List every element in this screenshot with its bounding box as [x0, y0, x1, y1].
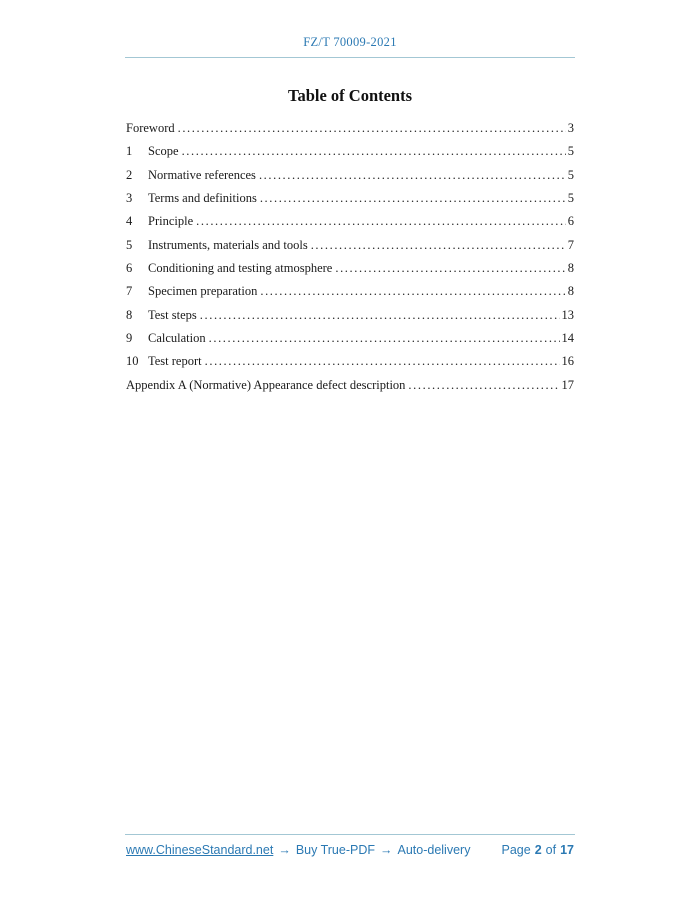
toc-entry[interactable] [126, 308, 574, 331]
page-label: Page [501, 843, 531, 857]
toc-entry-page: 7 [567, 237, 574, 252]
toc-entry-page: 13 [561, 307, 574, 322]
toc-entry[interactable] [126, 144, 574, 167]
page-current: 2 [534, 843, 542, 857]
toc-entry-number: 7 [126, 284, 133, 299]
toc-leader-dots [308, 238, 566, 253]
toc-entry-label: Test report [148, 354, 202, 369]
toc-leader-dots [256, 168, 566, 183]
toc-list [126, 121, 574, 401]
toc-entry-page: 6 [567, 214, 574, 229]
toc-leader-dots [257, 191, 566, 206]
toc-entry-label: Foreword [126, 121, 175, 135]
toc-entry[interactable] [126, 261, 574, 284]
toc-entry[interactable] [126, 238, 574, 261]
toc-leader-dots [179, 144, 566, 159]
arrow-right-icon: → [278, 843, 291, 857]
website-link[interactable]: www.ChineseStandard.net [126, 843, 274, 857]
toc-entry-page: 17 [561, 377, 574, 392]
toc-entry-label: Test steps [148, 307, 197, 322]
toc-entry-label: Specimen preparation [148, 284, 258, 299]
toc-entry-number: 9 [126, 331, 133, 346]
page-indicator [502, 843, 575, 857]
arrow-right-icon: → [380, 843, 393, 857]
toc-entry-number: 4 [126, 214, 133, 229]
standard-number: FZ/T 70009-2021 [303, 35, 397, 49]
toc-entry[interactable] [126, 121, 574, 144]
footer-divider [125, 834, 575, 835]
toc-entry-label: Normative references [148, 167, 256, 182]
toc-entry-number: 10 [126, 354, 139, 369]
toc-leader-dots [405, 378, 559, 393]
toc-entry[interactable] [126, 354, 574, 377]
toc-leader-dots [257, 284, 565, 299]
of-label: of [545, 843, 557, 857]
toc-entry-label: Instruments, materials and tools [148, 237, 308, 252]
toc-entry-label: Scope [148, 144, 179, 159]
header-divider [125, 57, 575, 58]
toc-entry[interactable] [126, 191, 574, 214]
toc-entry[interactable] [126, 284, 574, 307]
toc-entry[interactable] [126, 168, 574, 191]
toc-entry-page: 14 [561, 331, 574, 346]
page-footer [126, 843, 574, 857]
toc-entry-page: 5 [567, 167, 574, 182]
toc-entry-number: 6 [126, 261, 133, 276]
page-total: 17 [560, 843, 574, 857]
toc-entry[interactable] [126, 378, 574, 401]
toc-entry-number: 1 [126, 144, 133, 159]
toc-entry-page: 3 [567, 121, 574, 135]
footer-left [126, 843, 470, 857]
page-header [0, 35, 700, 50]
toc-leader-dots [332, 261, 565, 276]
toc-entry-label: Terms and definitions [148, 191, 257, 206]
toc-entry-page: 5 [567, 144, 574, 159]
footer-action-buy-pdf: Buy True-PDF [295, 843, 375, 857]
page-title: Table of Contents [287, 86, 413, 105]
toc-entry-label: Principle [148, 214, 194, 229]
toc-entry[interactable] [126, 331, 574, 354]
toc-entry-label: Calculation [148, 331, 206, 346]
toc-entry-number: 8 [126, 307, 133, 322]
toc-leader-dots [197, 308, 560, 323]
toc-leader-dots [206, 331, 560, 346]
toc-entry-page: 5 [567, 191, 574, 206]
toc-leader-dots [202, 354, 560, 369]
toc-entry-page: 16 [561, 354, 574, 369]
toc-entry-number: 3 [126, 191, 133, 206]
toc-entry-page: 8 [567, 284, 574, 299]
toc-entry-label: Conditioning and testing atmosphere [148, 261, 333, 276]
toc-entry-number: 2 [126, 167, 133, 182]
toc-entry[interactable] [126, 214, 574, 237]
toc-leader-dots [175, 121, 566, 136]
toc-leader-dots [193, 214, 566, 229]
toc-entry-page: 8 [567, 261, 574, 276]
toc-entry-number: 5 [126, 237, 133, 252]
toc-entry-label: Appendix A (Normative) Appearance defect description [126, 377, 406, 392]
footer-action-auto-delivery: Auto-delivery [397, 843, 471, 857]
